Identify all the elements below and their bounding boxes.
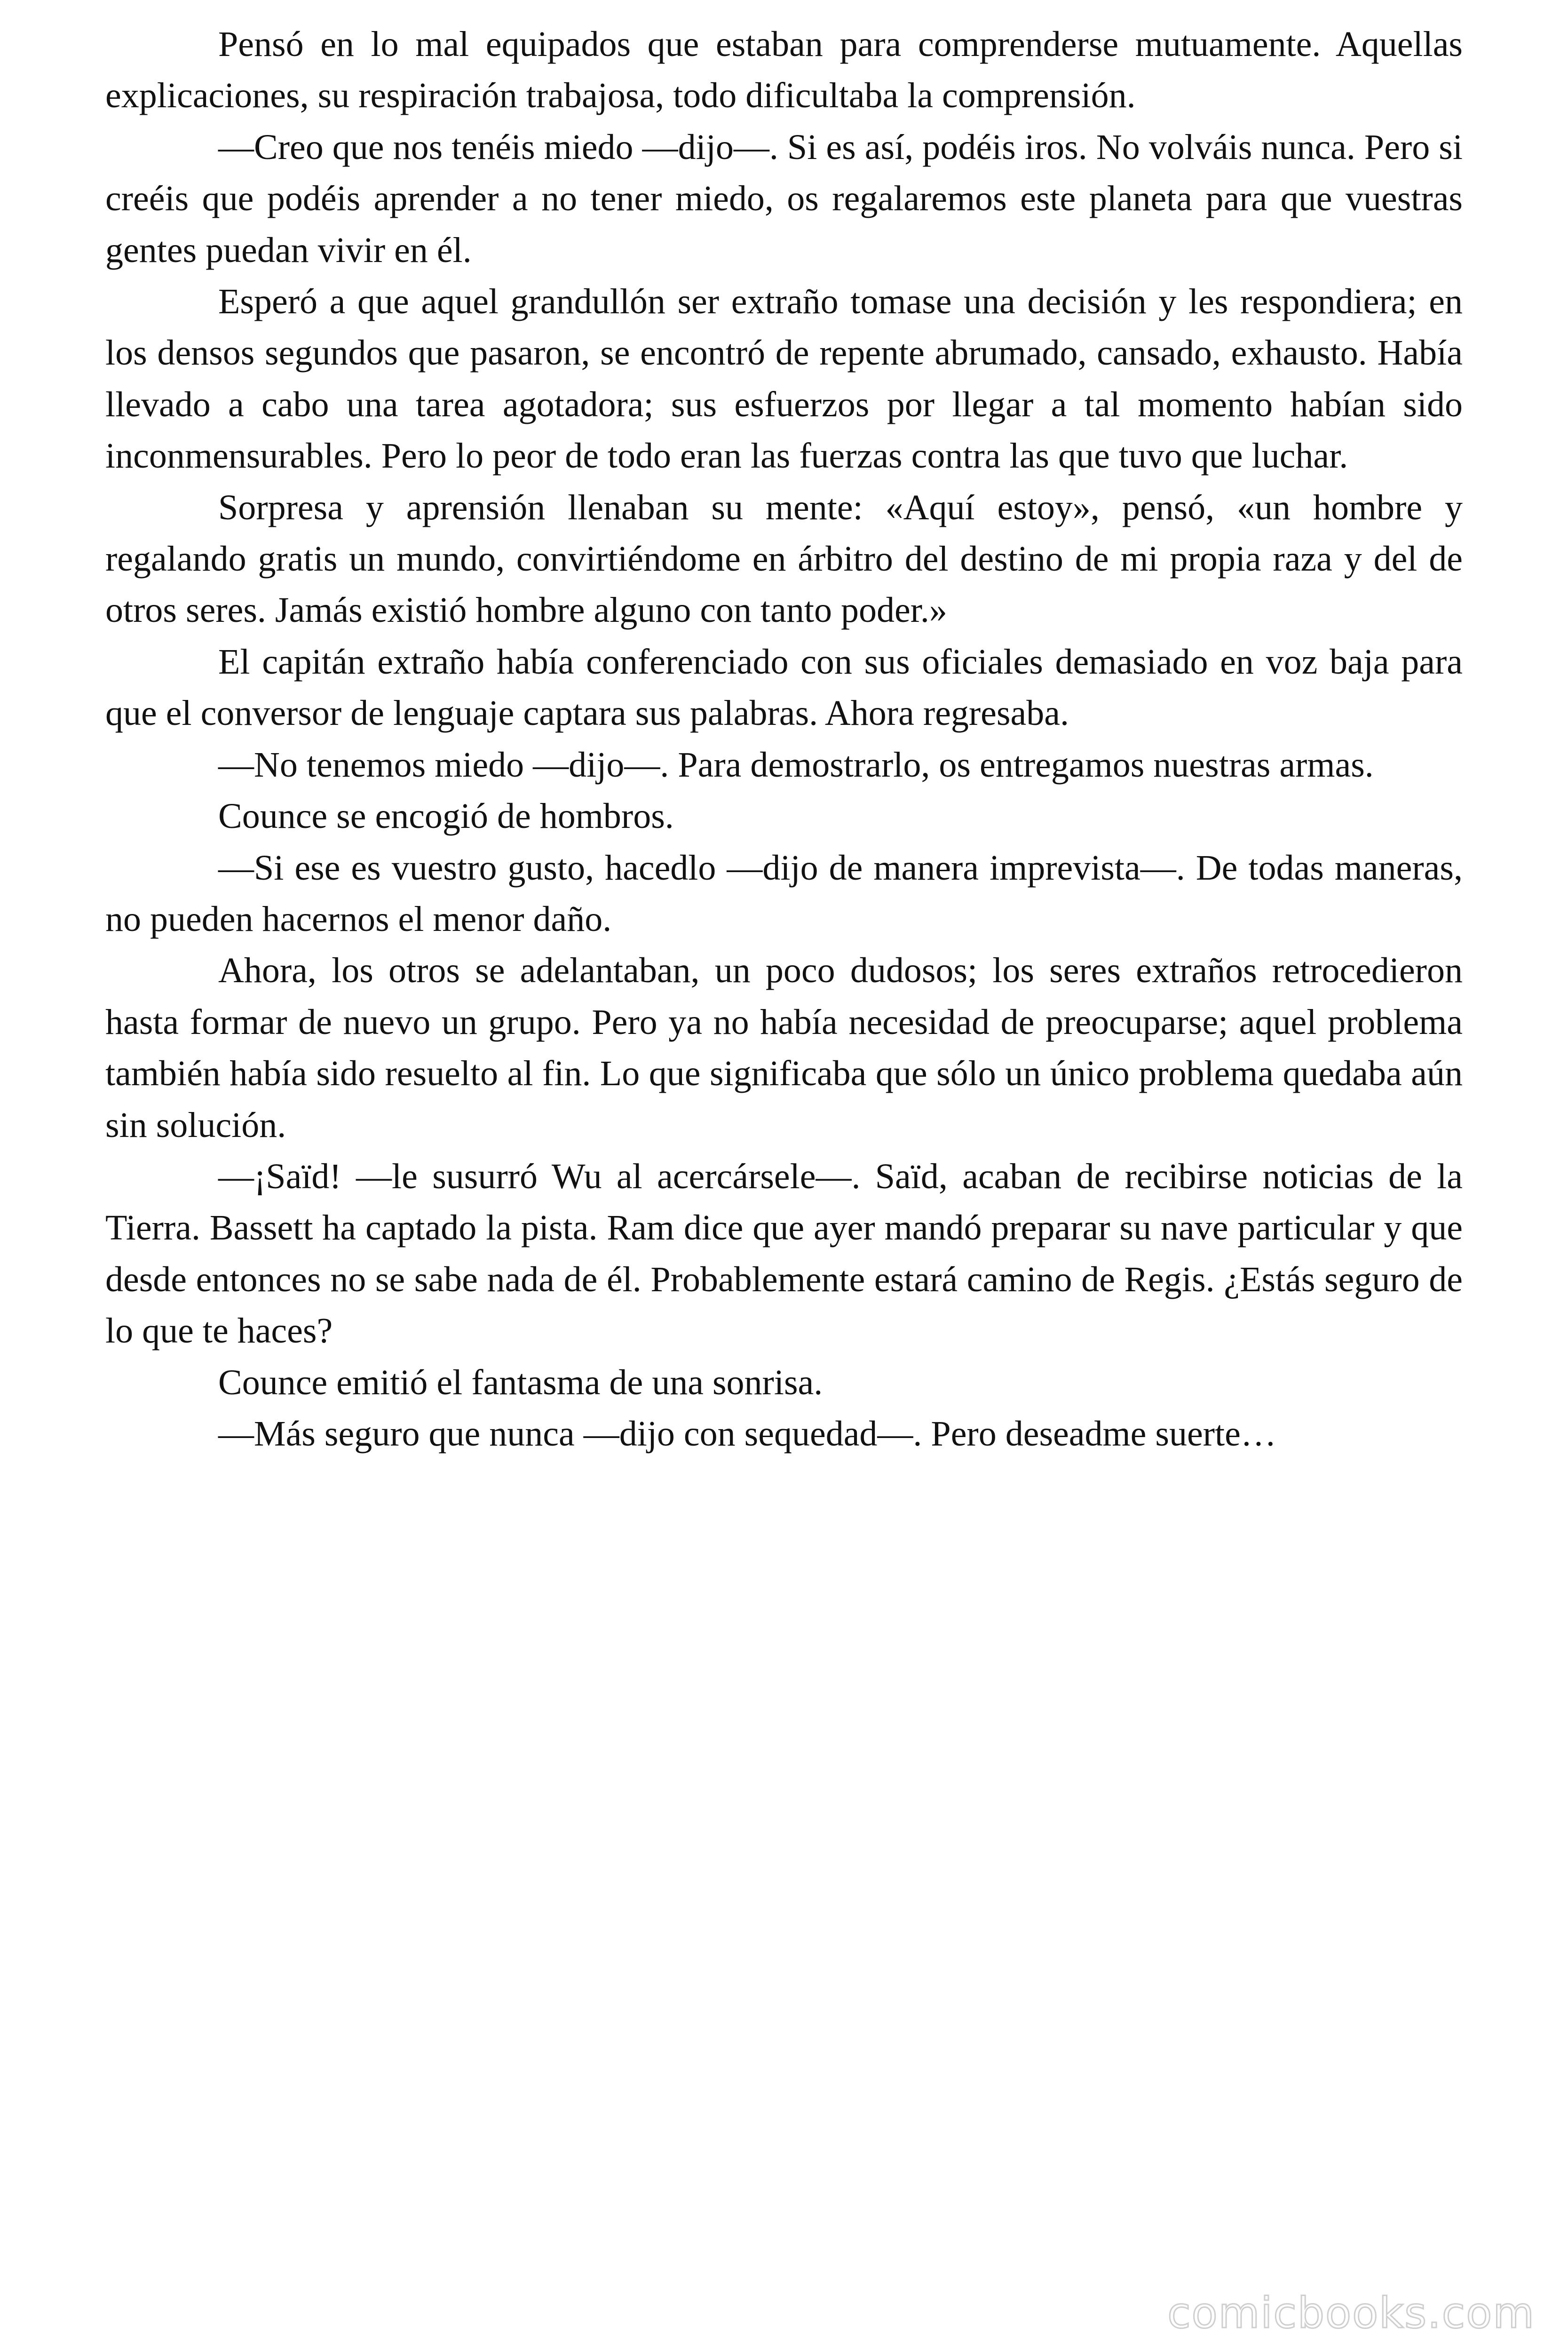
paragraph-8: —Si ese es vuestro gusto, hacedlo —dijo de manera imprevista—. De todas maneras, no pueden hacernos el menor daño. [105, 848, 1463, 939]
paragraph-9: Ahora, los otros se adelantaban, un poco dudosos; los seres extraños retrocedieron hasta formar de nuevo un grupo. Pero ya no había necesidad de preocuparse; aquel problema también había sido resuelto al fin. Lo que significaba que sólo un único problema quedaba aún sin solución. [105, 951, 1463, 1145]
paragraph-4: Sorpresa y aprensión llenaban su mente: «Aquí estoy», pensó, «un hombre y regalando gratis un mundo, convirtiéndome en árbitro del destino de mi propia raza y del de otros seres. Jamás existió hombre alguno con tanto poder.» [105, 487, 1463, 630]
paragraph-2: —Creo que nos tenéis miedo —dijo—. Si es así, podéis iros. No volváis nunca. Pero si creéis que podéis aprender a no tener miedo, os regalaremos este planeta para que vuestras gentes puedan vivir en él. [105, 127, 1463, 270]
paragraph-3: Esperó a que aquel grandullón ser extraño tomase una decisión y les respondiera; en los densos segundos que pasaron, se encontró de repente abrumado, cansado, exhausto. Había llevado a cabo una tarea agotadora; sus esfuerzos por llegar a tal momento habían sido inconmensurables. Pero lo peor de todo eran las fuerzas contra las que tuvo que luchar. [105, 282, 1463, 476]
paragraph-12: —Más seguro que nunca —dijo con sequedad—. Pero deseadme suerte… [218, 1414, 1276, 1454]
paragraph-6: —No tenemos miedo —dijo—. Para demostrarlo, os entregamos nuestras armas. [218, 745, 1374, 785]
paragraph-10: —¡Saïd! —le susurró Wu al acercársele—. Saïd, acaban de recibirse noticias de la Tierra. Bassett ha captado la pista. Ram dice que ayer mandó preparar su nave particular y que desde entonces no se sabe nada de él. Probablemente estará camino de Regis. ¿Estás seguro de lo que te haces? [105, 1156, 1463, 1351]
book-page-text [105, 19, 1463, 1460]
paragraph-1: Pensó en lo mal equipados que estaban para comprenderse mutuamente. Aquellas explicaciones, su respiración trabajosa, todo dificultaba la comprensión. [105, 24, 1463, 116]
paragraph-5: El capitán extraño había conferenciado con sus oficiales demasiado en voz baja para que el conversor de lenguaje captara sus palabras. Ahora regresaba. [105, 642, 1463, 733]
watermark: comicbooks.com [1167, 2288, 1535, 2338]
paragraph-11: Counce emitió el fantasma de una sonrisa. [218, 1362, 823, 1402]
paragraph-7: Counce se encogió de hombros. [218, 796, 674, 836]
